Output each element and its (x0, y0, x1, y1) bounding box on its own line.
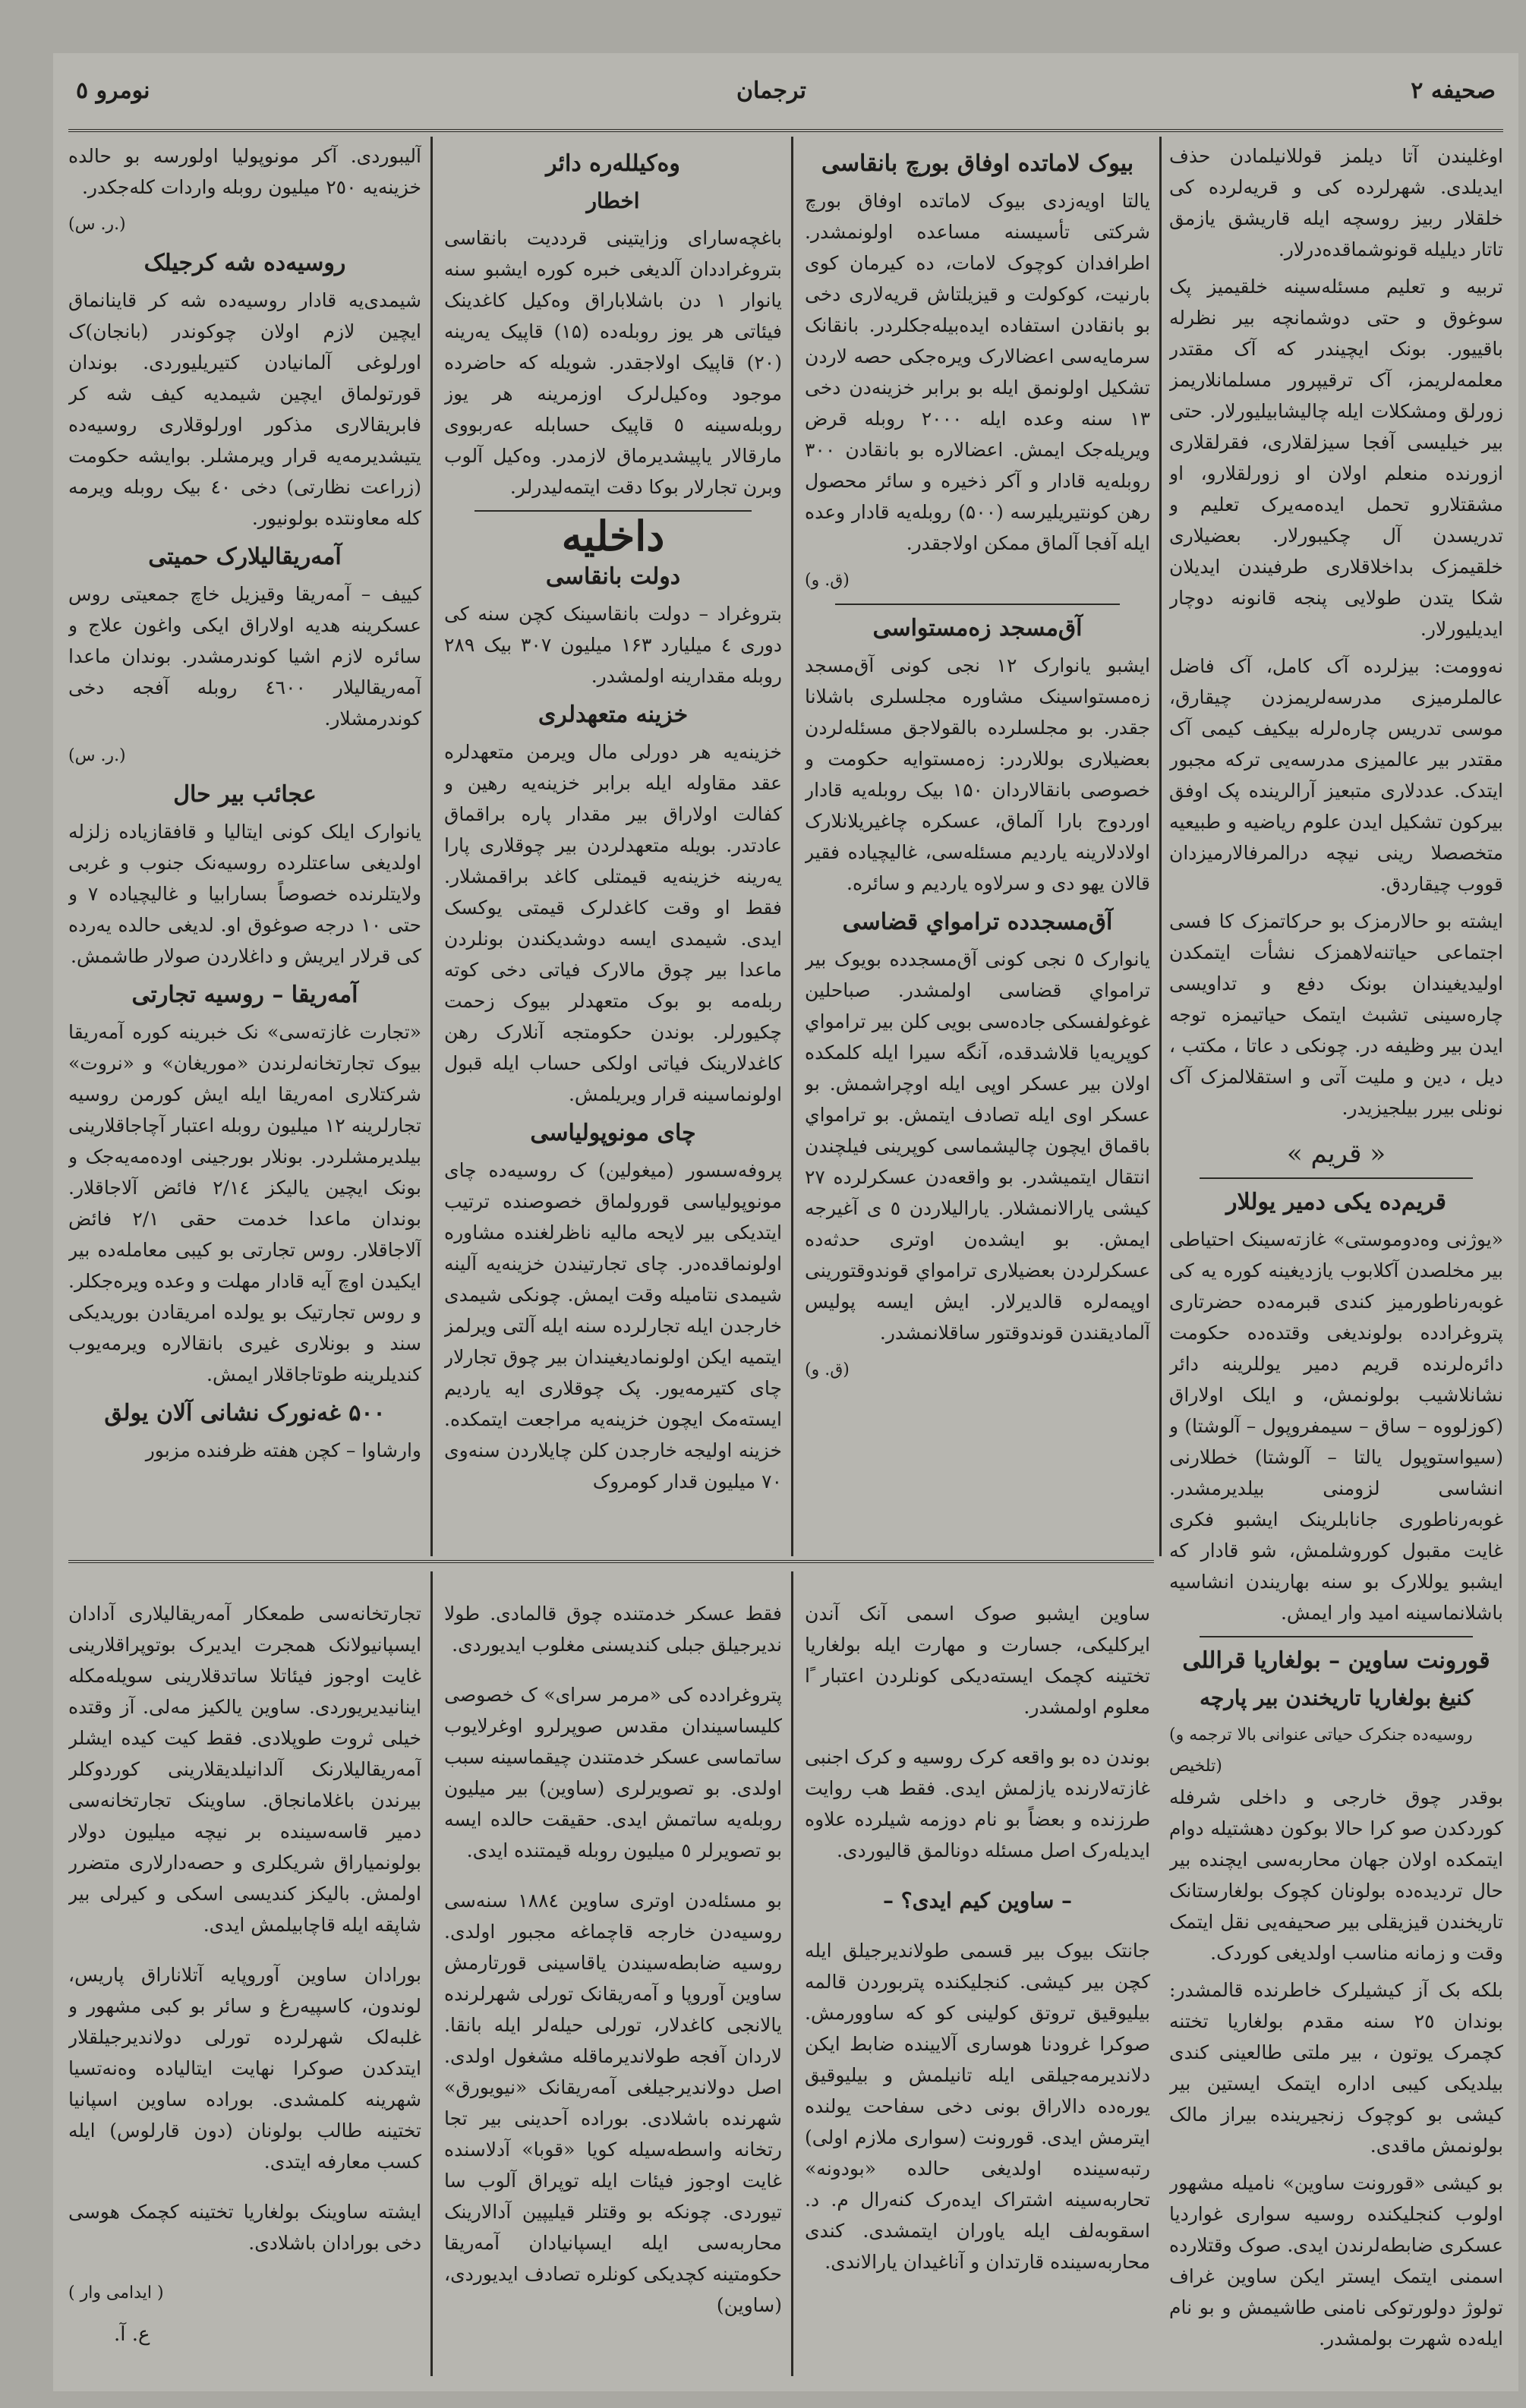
lower-column-4 (68, 1579, 421, 2384)
section-divider (1200, 1636, 1473, 1637)
article-headline: ۵۰۰ غه‌نورک نشانی آلان یولق (104, 1400, 386, 1426)
article-headline: روسیه‌ده شه کرجیلک (143, 250, 346, 276)
column-divider (430, 137, 433, 1556)
article-paragraph: ایشته بو حالارمزک بو حرکاتمزک کا فسی اجتماعی حیاتنه‌لاهمزک نشأت ایتمکدن اولیدیغیندان بونک دفع و تداویسی چاره‌سینی تشبث ایتمک حیاتیمزه توجه ایدن بیر وظیفه در. چونکی د عاتا ، مکتب ، دیل ، دین و ملیت آتی و استقلالمزک آک نونلی بیرر بیلجیزیدر. (1169, 910, 1503, 1119)
article-paragraph: پروفه‌سسور (میغولین) ک روسیه‌ده چای مونوپولیاسی قورولماق خصوصنده ترتیب ایتدیکی بیر لایحه مالیه ناظرلغنده مشاوره اولونماقده‌در. چای تجارتیندن خزینه‌یه آلینه شیمدی نتامیله وقت ایمش. چونکی شیمدی خارجدن ایله تجارلرده سنه ایله آلتی ویرلمز ایتمیه ایکن اولونمادیغیندان بیر چوق تجارلار چای کتیرمه‌یور. پک چوقلاری ایه یاردیم ایسته‌مک ایچون خزینه‌یه مراجعت ایتمکده. خزینه اولیجه خارجدن کلن چایلاردن سنه‌وی ۷۰ میلیون قدار کومروک (444, 1159, 782, 1492)
article-paragraph: تجارتخانه‌سی طمعکار آمه‌ریقالیلاری آدادان ایسپانیولانک همجرت ایدیرک بوتوپراقلارینی غایت اوجوز فیئاتلا ساتدقلارینی سویله‌مکله اینانیدیریوردی. ساوین یالکیز مه‌لی. آز وقتده خیلی ثروت طوپلادی. فقط کیت کیده ایشلر آمه‌ریقالیلارنک آلدانیلدیقلارینی کوردوکلر بیرندن باغلامانجاق. ساوینک تجارتخانه‌سی دمیر قاسه‌سینده بر نیچه میلیون دولار بولونمیاراق شریکلری و حصه‌دارلاری متضرر اولمش. بالیکز کندیسی اسکی و کیرلی بیر شاپقه ایله قاچابیلمش ایدی. (68, 1603, 421, 1936)
article-paragraph: فقط عسکر خدمتنده چوق قالمادی. طولا ندیرجیلق جبلی کندیسنی مغلوب ایدیوردی. (444, 1603, 782, 1656)
newspaper-page (53, 53, 1518, 2391)
article-paragraph: یانوارک ایلک کونی ایتالیا و قافقازیاده زلزله اولدیغی ساعتلرده روسیه‌نک جنوب و غربی ولایتلرنده خصوصاً بسارابیا و غالیچیاده ۷ و حتی ۱۰ درجه صوغوق او. لدیغی حالده یه‌رده کی قرلار ایریش و داغلاردن صولار طاشمش. (68, 821, 421, 967)
article-paragraph: شیمدی‌یه قادار روسیه‌ده شه کر قاینانماق ایچین لازم اولان چوکوندر (بانجان)ک اورلوغی آلمانیادن کتیریلیوردی. بوندان قورتولماق ایچین شیمدیه کیف شه کر فابریقالاری مذکور اورلوقلاری روسیه‌ده یتیشدیرمه‌یه قرار ویرمشلر. بوایشه حکومت (زراعت نظارتی) دخی ٤۰ بیک روبله ویرمه کله معاونتده بولونیور. (68, 289, 421, 529)
column-3 (444, 140, 782, 1552)
article-headline: خزینه متعهدلری (538, 701, 689, 728)
article-paragraph: بو کیشی «قورونت ساوین» نامیله مشهور اولوب کنجلیکنده روسیه سواری غواردیا عسکری ضابطه‌لرندن ایدی. صوک وقتلارده اسمنی ایتمک ایستر ایکن ساوین غراف تولوژ دولورتوکی نامنی طاشیمش و بو نام ایله‌ده شهرت بولمشدر. (1169, 2172, 1503, 2350)
article-paragraph: ساوین ایشبو صوک اسمی آنک آندن ایرکلیکی، جسارت و مهارت ایله بولغاریا تختینه کچمک ایسته‌دیکی کونلردن اعتبار ًا معلوم اولمشدر. (805, 1603, 1150, 1718)
article-subheadline: – ساوین کیم ایدی؟ – (882, 1888, 1073, 1913)
article-paragraph: بتروغراد – دولت بانقاسینک کچن سنه کی دوری ٤ میلیارد ۱۶۳ میلیون ۳۰۷ بیک ۲۸۹ روبله مقدارینه اولمشدر. (444, 603, 782, 687)
article-paragraph: ایشبو یانوارک ۱۲ نجی کونی آق‌مسجد زه‌مستواسینک مشاوره مجلسلری باشلانا جقدر. بو مجلسلرده بالقولاجق مسئله‌لردن بعضیلاری بوللاردر: زه‌مستوایه حکومت و خصوصی بانقالاردان ۱۵۰ بیک روبله‌یه قادار اوردوج بارا آلماق، عسکره چاغیریلانلارک اولادلارینه یاردیم مسئله‌سی، غالیچیاده فقیر قالان یهو دی و سرلاوه یاردیم و سائره. (805, 654, 1150, 894)
article-paragraph: یالتا اویه‌زدی بیوک لاماتده اوفاق بورچ شرکتی تأسیسنه مساعده اولونمشدر. اطرافدان کوچوک لامات، ده کیرمان کوی بارنیت، کوکولت و قیزیلتاش قریه‌لاری دخی بو بانقادن استفاده ایده‌بیله‌جکلردر. بانقانک سرمایه‌سی اعضالارک ویره‌جکی حصه لاردن تشکیل اولونمق ایله بو برابر خزینه‌دن دخی ۱۳ سنه وعده ایله ۲۰۰۰ روبله قرض ویریله‌جک ایمش. اعضالاره بو بانقادن ۳۰۰ روبله‌یه قادار و آکر ذخیره و سائر محصول رهن کونتیریلیرسه (۵۰۰) روبله‌یه قادار وعده ایله آفجا آلماق ممکن اولاجقدر. (805, 190, 1150, 554)
article-headline: چای مونوپولیاسی (530, 1120, 696, 1146)
article-paragraph: بوندن ده بو واقعه کرک روسیه و کرک اجنبی غازته‌لارنده یازلمش ایدی. فقط هب روایت طرزنده و بعضاً بو نام دوزمه شیلرده علاوه ایدیله‌رک اصل مسئله دونالمق قالیوردی. (805, 1746, 1150, 1861)
rule (1200, 1177, 1473, 1179)
article-paragraph: باغچه‌سارای وزایتینی قرددیت بانقاسی بتروغراددان آلدیغی خبره کوره ایشبو سنه یانوار ۱ دن باشلاباراق وه‌کیل کاغدینک فیئاتی هر یوز روبله‌ده (۱۵) قاپیک یه‌رینه (۲۰) قاپیک اولاجقدر. شویله که حاضرده موجود وه‌کیل‌لرک اوزمرینه هر یوز روبله‌سینه ٥ قاپیک حسابله عه‌ربووی مارقالار یاپیشدیرماق لازمدر. وه‌کیل آلوب وبرن تجارلار بوکا دقت ایتمه‌لیدرلر. (444, 227, 782, 498)
article-headline: آمه‌ریقالیلارک حمیتی (148, 544, 342, 570)
author-initials: ع. آ. (114, 2323, 150, 2346)
column-divider (1159, 137, 1162, 1556)
article-paragraph: خزینه‌یه هر دورلی مال ویرمن متعهدلره عقد مقاوله ایله برابر خزینه‌یه رهین و کفالت اولاراق بیر مقدار پاره براقماق عادتدر. بویله متعهدلردن بیر چوقلاری پارا یه‌رینه خزینه‌یه قیمتلی کاغد براقمشلار. فقط او وقت کاغدلرک قیمتی یوکسک ایدی. شیمدی ایسه دوشدیکندن بونلردن ماعدا بیر چوق مالارک فیاتی دخی کوته ربله‌مه بو بوک متعهدلر بیوک زحمت چکیورلر. بوندن حکومتجه آنلارک رهن کاغدلارینک فیاتی اولکی حساب ایله قبول اولونماسینه قرار ویریلمش. (444, 741, 782, 1105)
article-headline: آق‌مسجدده ترامواي قضاسی (842, 909, 1113, 935)
article-paragraph: «تجارت غازته‌سی» نک خبرینه کوره آمه‌ریقا بیوک تجارتخانه‌لرندن «موریغان» و «نروت» شرکتلاری امه‌ریقا ایله ایش کورمن روسیه تجارلرینه ۱۲ میلیون روبله اعتبار آچاجاقلارینی بیلدیرمشلردر. بونلار بورجینی اوده‌مه‌یه‌جک و بونک ایچین یالیکز ۲/۱٤ فائض آلاجاقلار. بوندان ماعدا خدمت حقی ۲/۱ فائض آلاجاقلار. روس تجارتی بو کیبی معامله‌ده بیر ایکیدن اوچ آیه قادار مهلت و وعده ویره‌جکلر. و روس تجارتیک بو یولده امریقادن بوریدیکی سند و بونلاری غیری بانقالاره ویرمه‌یوب کندیلرینه طوتاجاقلار ایمش. (68, 1021, 421, 1385)
column-4 (68, 140, 421, 1552)
source-signature: (ر. س.) (68, 746, 126, 765)
article-paragraph: اوغلیندن آتا دیلمز قوللانیلمادن حذف ایدیلدی. شهرلرده کی و قریه‌لرده کی خلقلار ربیز روسچه ایله قاریشق یازمق تاتار دیلیله قونوشماقده‌درلار. (1169, 145, 1503, 260)
article-paragraph: تربیه و تعلیم مسئله‌سینه خلقیمیز پک سوغوق و حتی دوشمانچه بیر نظرله باقییور. بونک ایچیندر که آک مقتدر معلمه‌لریمز، آک ترقیپرور مسلمانلاریمز زورلق ومشکلات ایله چالیشابیلیورلار. حتی بیر خیلیسی آفجا سیزلقلاری، فقرلقلاری ازورنده منعلم اولان او زورلقلارو، او مشقتلارو تحمل ایده‌مه‌یرک تعلیم و تدریسدن آل چکیبورلار. بعضیلاری خلقیمزک بداخلاقلاری طرفیندن ایدیلان شکا یتدن طولایی پنجه قانونه دوچار ایدیلیورلار. (1169, 276, 1503, 640)
feuilleton-headline: قورونت ساوین – بولغاریا قراللی (1182, 1647, 1490, 1674)
article-headline: دولت بانقاسی (545, 563, 681, 590)
article-paragraph: آلیبوردی. آکر مونوپولیا اولورسه بو حالده خزینه‌یه ۲٥۰ میلیون روبله واردات کله‌جکدر. (68, 145, 421, 198)
article-headline: آق‌مسجد زه‌مستواسی (872, 615, 1083, 641)
article-paragraph: پتروغرادده کی «مرمر سرای» ک خصوصی کلیساسیندان مقدس صوپرلرو اوغرلایوب ساتماسی عسکر خدمتندن چیقماسینه سبب اولدی. بو تصویرلری (ساوین) بیر میلیون روبله‌یه ساتمش ایدی. حقیقت حالده ایسه بو تصویرلر ٥ میلیون روبله قیمتنده ایدی. (444, 1684, 782, 1861)
section-ornament: « قریم » (1286, 1139, 1386, 1169)
column-2 (805, 140, 1150, 1552)
article-headline: بیوک لاماتده اوفاق بورچ بانقاسی (821, 150, 1134, 177)
column-1 (1169, 140, 1503, 2403)
article-paragraph: بلکه بک آز کیشیلرک خاطرنده قالمشدر: بوندان ۲٥ سنه مقدم بولغاریا تختنه کچمرک یوتون ، بیر ملتی طالعینی کندی بیلدیکی کیبی اداره ایتمک ایستین بیر کیشی بو کوچوک زنجیرینده بیراز مالک بولونمش ماقدی. (1169, 1979, 1503, 2157)
article-paragraph: یانوارک ٥ نجی کونی آق‌مسجدده بویوک بیر ترامواي قضاسی اولمشدر. صباحلین غوغولفسکی جاده‌سی بویی کلن بیر ترامواي کوپریه‌یا قلاشدقده، آنگه سیرا ایله کلمکده اولان بیر عسکر اوپی ایله اوچراشمش. بو عسکر اوی ایله تصادف ایتمش. بو ترامواي باقماق ایچون چالیشماسی کوپرینی فیلچندن انتقال ایتمیشدر. بو واقعه‌دن عسکرلرده ۲۷ کیشی یارالانمشلار. یارالیلاردن ٥ ی آغیرجه ایمش. بو ایشده‌ن اوتری حدثه‌ده عسکرلردن بعضیلاری ترامواي قوندوقتورینی اوپمه‌لره قالدیرلار. ایش ایسه پولیس آلمادیقندن قوندوقتور ساقلانمشدر. (805, 948, 1150, 1344)
article-paragraph: وارشاوا – کچن هفته ظرفنده مزبور (145, 1439, 421, 1461)
masthead (68, 68, 1503, 132)
lower-column-2 (805, 1579, 1150, 2384)
column-divider (430, 1571, 433, 2376)
article-paragraph: بو مسئله‌دن اوتری ساوین ۱۸۸٤ سنه‌سی روسیه‌دن خارجه قاچماغه مجبور اولدی. روسیه ضابطه‌سیندن یاقاسینی قورتارمش ساوین آوروپا و آمه‌ریقانک تورلی شهرلرنده یالانجی کاغدلار، تورلی حیله‌لر ایله بانقا. لاردان آفجه طولاندیرماقله مشغول اولدی. اصل دولاندیرجیلغی آمه‌ریقانک «نیویورق» شهرنده باشلادی. بوراده آحدینی بیر تجا رتخانه واسطه‌سیله کویا «قوبا» آدلاسنده غایت اوجوز فیئات ایله توپراق آلوب سا تیوردی. چونکه بو وقتلر قیلیپین آدالارینک محاربه‌سی ایله ایسپانیادان آمه‌ریقا حکومتینه کچدیکی کونلره تصادف ایدیوردی، (ساوین) (444, 1890, 782, 2316)
article-headline: آمه‌ریقا – روسیه تجارتی (131, 982, 358, 1008)
translator-note: (روسیه‌ده جنکرک حیاتی عنوانی بالا ترجمه و تلخیص) (1169, 1726, 1473, 1776)
section-title: داخلیه (561, 512, 665, 560)
column-divider (791, 137, 793, 1556)
article-headline: وه‌کیلله‌ره دائر (546, 150, 680, 177)
article-paragraph: ایشته ساوینک بولغاریا تختینه کچمک هوسی دخی بورادان باشلادی. (68, 2201, 421, 2254)
section-divider (68, 1560, 1154, 1563)
continued-note: ( ایدامی وار ) (68, 2284, 164, 2302)
article-paragraph: کییف – آمه‌ریقا وقیزیل خاچ جمعیتی روس عسکرینه هدیه اولاراق ایکی واغون علاج و سائره لازم اشیا کوندرمشدر. بوندان ماعدا آمه‌ریقالیلار ٤٦۰۰ روبله آفجه دخی کوندرمشلار. (68, 583, 421, 730)
issue-number-label: نومرو ٥ (76, 77, 150, 104)
article-paragraph: بوقدر چوق خارجی و داخلی شرفله کوردکدن صو کرا حالا بوکون دهشتیله دوام ایتمکده اولان جهان محاربه‌سی ایچنده بیر حال تردیده‌ده بولونان کچوک بولغارستانک تاریخندن قیزیقلی بیر صحیفه‌یی نقل ایتمک وقت و زمانه مناسب اولدیغی کوردک. (1169, 1786, 1503, 1964)
article-paragraph: جانتک بیوک بیر قسمی طولاندیرجیلق ایله کچن بیر کیشی. کنجلیکنده پتربوردن قالمه بیلیوقیق تروتق کولینی کو که ساوورمش. صوکرا غرودنا هوساری آلایینده ضابط ایکن دلاندیرمه‌جیلقی ایله تانیلمش و بیلیوقیق یوره‌ده دالاراق بونی دخی سفاحت یولنده ایترمش ایدی. قورونت (سواری ملازم اولی) رتبه‌سینده اولدیغی حالده «بودونه» تحاربه‌سینه اشتراک ایده‌رک کنه‌رال م. د. اسقوبه‌لف ایله یاوران ایتمشدی. کندی محاربه‌سینده قارتدان و آناغیدان یارالاندی. (805, 1940, 1150, 2273)
source-signature: (ر. س.) (68, 215, 126, 234)
rule (835, 604, 1120, 605)
lower-column-3 (444, 1579, 782, 2384)
article-headline: عجائب بیر حال (173, 781, 317, 808)
article-headline: قریم‌ده یکی دمیر یوللار (1226, 1189, 1446, 1215)
article-paragraph: بورادان ساوین آوروپایه آتلاناراق پاریس، لوندون، کاسپیه‌رغ و سائر بو کبی مشهور و غلبه‌لک شهرلرده تورلی دولاندیرجیلقلار ایتدکدن صوکرا نهایت ایتالیاده وه‌نه‌تسیا شهرینه کلمشدی. بوراده ساوین اسپانیا تختینه طالب بولونان (دون قارلوس) ایله کسب معارفه ایتدی. (68, 1964, 421, 2173)
article-paragraph: نه‌وومت: بیزلرده آک کامل، آک فاضل عالملرمیزی مدرسه‌لریمزدن چیقارق، موسی تدریس چاره‌لرله بیکیف کیمی آک مقتدر بیر عالمیزی مدرسه‌یی ترکه مجبور ایتدک. عددلاری متبعیز آرالرینده پک اوفق بیرکون تشکیل ایدن علوم ریاضیه و طبیعیه متخصصلا رینی نیچه درالمرفالارمیزدان قووب چیقاردق. (1169, 655, 1503, 895)
source-signature: (ق. و) (805, 1360, 850, 1379)
article-paragraph: «یوژنی وه‌دوموستی» غازته‌سینک احتیاطی بیر مخلصدن آکلابوب یازدیغینه کوره یه کی غوبه‌رناطورمیز کندی قبرمه‌ده حضرتاری پتروغرادده بولوندیغی وقتده‌ده حکومت دائره‌لرنده قریم دمیر یوللرینه دائر نشانلاشیب بولونمش، و ایلک اولاراق (کوزلووه – ساق – سیمفروپول – آلوشتا) و (سیواستوپول یالتا – آلوشتا) خطلارنی انشاسی لزومنی بیلدیرمشدر. غوبه‌رناطوری جانابلرینک ایشبو فکری غایت مقبول کوروشلمش، شو قادار که ایشبو یوللارک بو سنه بهاریندن انشاسیه باشلانماسینه امید وار ایمش. (1169, 1228, 1503, 1624)
feuilleton-subheadline: کنیغ بولغاریا تاریخندن بیر پارچه (1199, 1685, 1474, 1710)
article-subheadline: اخطار (586, 188, 640, 213)
newspaper-title: ترجمان (736, 77, 806, 104)
source-signature: (ق. و) (805, 571, 850, 590)
column-divider (791, 1571, 793, 2376)
page-number-label: صحیفه ۲ (1411, 77, 1496, 104)
